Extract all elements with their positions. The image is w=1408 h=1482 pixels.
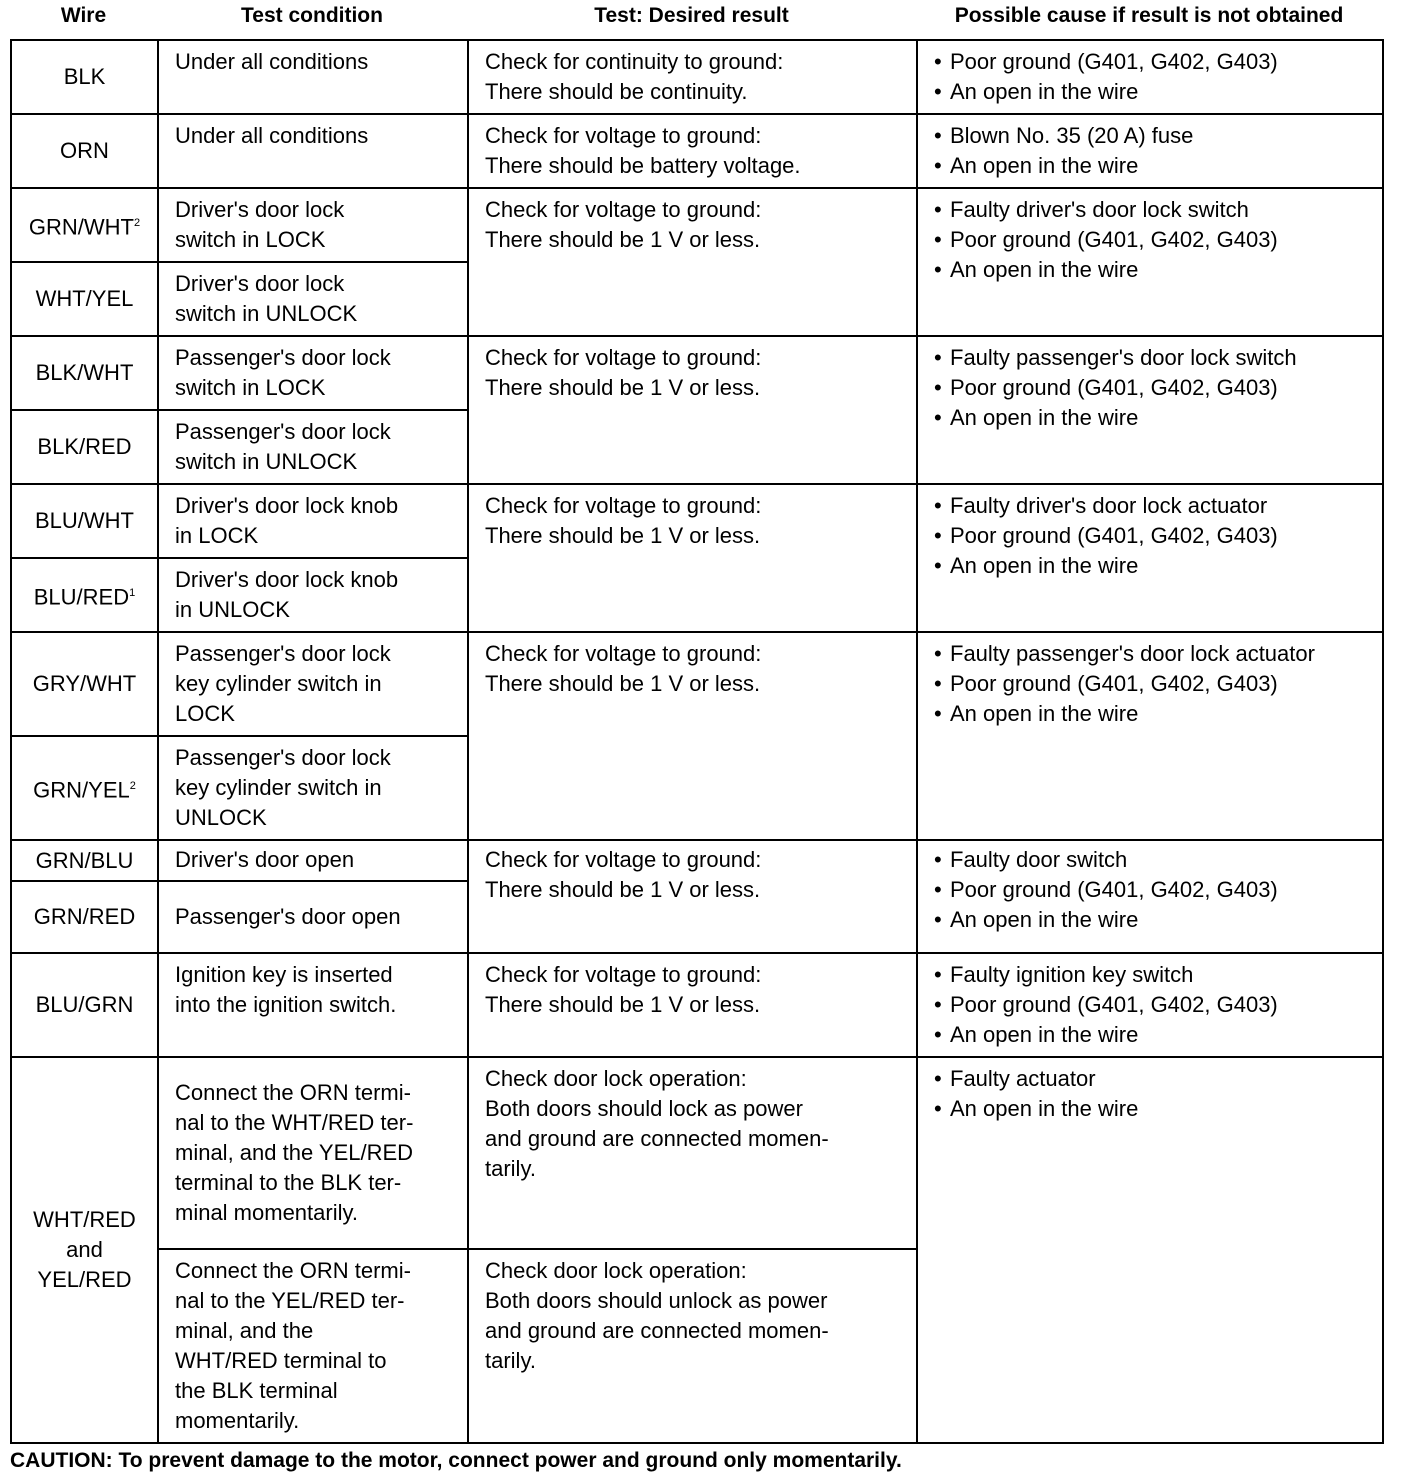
wire-label: BLK/RED <box>37 434 132 459</box>
condition-cell <box>158 336 468 410</box>
table-row <box>11 188 1383 262</box>
result-line: There should be 1 V or less. <box>485 877 761 902</box>
wire-cell <box>11 262 158 336</box>
cause-cell <box>917 953 1383 1057</box>
result-line: and ground are connected momen- <box>485 1126 829 1151</box>
table-row <box>11 1057 1383 1249</box>
cause-cell <box>917 188 1383 336</box>
result-cell <box>468 1249 917 1443</box>
cause-item: • An open in the wire <box>928 1094 1374 1124</box>
header-possible-cause: Possible cause if result is not obtained <box>954 4 1344 27</box>
cause-cell <box>917 632 1383 840</box>
wire-label: BLU/WHT <box>35 508 134 533</box>
condition-cell <box>158 40 468 114</box>
condition-line: minal momentarily. <box>175 1200 358 1225</box>
result-line: There should be 1 V or less. <box>485 523 761 548</box>
header-desired-result: Test: Desired result <box>594 4 789 27</box>
cause-cell <box>917 40 1383 114</box>
wire-cell <box>11 1057 158 1443</box>
cause-item: • An open in the wire <box>928 255 1374 285</box>
cause-cell <box>917 484 1383 632</box>
wire-label: BLK <box>63 64 106 89</box>
wire-cell <box>11 40 158 114</box>
cause-item: • Poor ground (G401, G402, G403) <box>928 990 1374 1020</box>
condition-line: key cylinder switch in <box>175 775 382 800</box>
condition-line: the BLK terminal <box>175 1378 338 1403</box>
wire-cell <box>11 410 158 484</box>
condition-line: WHT/RED terminal to <box>175 1348 387 1373</box>
wire-cell <box>11 840 158 881</box>
result-cell <box>468 953 917 1057</box>
footnote-mark: 2 <box>129 779 136 792</box>
wire-label: GRN/BLU <box>35 847 134 873</box>
result-cell <box>468 632 917 840</box>
condition-line: in LOCK <box>175 523 259 548</box>
wire-cell <box>11 558 158 632</box>
condition-cell <box>158 632 468 736</box>
condition-cell <box>158 558 468 632</box>
result-cell <box>468 336 917 484</box>
condition-cell <box>158 262 468 336</box>
condition-line: UNLOCK <box>175 805 267 830</box>
condition-line: switch in UNLOCK <box>175 301 358 326</box>
footnote-mark: 1 <box>129 586 136 599</box>
cause-item: • Faulty door switch <box>928 845 1374 875</box>
condition-cell <box>158 736 468 840</box>
caution-note: CAUTION: To prevent damage to the motor, connect power and ground only momentarily. <box>10 1449 902 1472</box>
condition-line: Passenger's door lock <box>175 745 391 770</box>
condition-line: Ignition key is inserted <box>175 962 393 987</box>
result-cell <box>468 1057 917 1249</box>
cause-item: • Faulty driver's door lock switch <box>928 195 1374 225</box>
wire-cell <box>11 736 158 840</box>
condition-line: terminal to the BLK ter- <box>175 1170 402 1195</box>
wire-label: WHT/YEL <box>35 286 134 311</box>
cause-item: • Poor ground (G401, G402, G403) <box>928 373 1374 403</box>
condition-line: Passenger's door lock <box>175 345 391 370</box>
cause-item: • Poor ground (G401, G402, G403) <box>928 875 1374 905</box>
cause-item: • Faulty ignition key switch <box>928 960 1374 990</box>
condition-line: Driver's door lock knob <box>175 493 399 518</box>
result-line: There should be 1 V or less. <box>485 992 761 1017</box>
table-row <box>11 632 1383 736</box>
wire-test-table <box>10 39 1384 1444</box>
condition-line: key cylinder switch in <box>175 671 382 696</box>
result-line: There should be 1 V or less. <box>485 671 761 696</box>
wire-label: GRY/WHT <box>32 671 137 696</box>
result-line: Check for continuity to ground: <box>485 49 784 74</box>
header-wire: Wire <box>60 4 107 27</box>
cause-item: • An open in the wire <box>928 905 1374 935</box>
condition-line: in UNLOCK <box>175 597 290 622</box>
wire-label: WHT/RED <box>33 1207 136 1232</box>
condition-line: momentarily. <box>175 1408 300 1433</box>
condition-cell <box>158 953 468 1057</box>
cause-item: • Poor ground (G401, G402, G403) <box>928 225 1374 255</box>
condition-cell <box>158 840 468 881</box>
condition-line: nal to the WHT/RED ter- <box>175 1110 414 1135</box>
wire-cell <box>11 632 158 736</box>
condition-line: Passenger's door lock <box>175 641 391 666</box>
wire-label: YEL/RED <box>37 1267 132 1292</box>
cause-item: • An open in the wire <box>928 403 1374 433</box>
footnote-mark: 2 <box>133 216 141 229</box>
table-row <box>11 840 1383 881</box>
wire-label: GRN/WHT <box>28 214 134 240</box>
result-line: tarily. <box>485 1348 536 1373</box>
cause-cell <box>917 336 1383 484</box>
result-cell <box>468 840 917 953</box>
table-row <box>11 40 1383 114</box>
cause-item: • Faulty passenger's door lock actuator <box>928 639 1374 669</box>
result-line: There should be continuity. <box>485 79 748 104</box>
condition-cell <box>158 484 468 558</box>
wire-cell <box>11 484 158 558</box>
condition-line: LOCK <box>175 701 235 726</box>
cause-item: • An open in the wire <box>928 699 1374 729</box>
condition-line: into the ignition switch. <box>175 992 397 1017</box>
condition-cell <box>158 410 468 484</box>
condition-line: Driver's door lock <box>175 271 345 296</box>
condition-line: minal, and the <box>175 1318 314 1343</box>
table-row <box>11 114 1383 188</box>
condition-line: switch in UNLOCK <box>175 449 358 474</box>
wire-label: GRN/RED <box>33 904 136 929</box>
result-line: Check door lock operation: <box>485 1066 747 1091</box>
header-test-condition: Test condition <box>241 4 383 27</box>
condition-line: Driver's door open <box>175 847 355 872</box>
cause-item: • Faulty actuator <box>928 1064 1374 1094</box>
result-line: tarily. <box>485 1156 536 1181</box>
cause-item: • Blown No. 35 (20 A) fuse <box>928 121 1374 151</box>
condition-line: Passenger's door lock <box>175 419 391 444</box>
wire-cell <box>11 188 158 262</box>
wire-cell <box>11 953 158 1057</box>
result-cell <box>468 188 917 336</box>
condition-line: Under all conditions <box>175 49 369 74</box>
condition-line: Passenger's door open <box>175 904 401 929</box>
result-line: Check for voltage to ground: <box>485 847 762 872</box>
condition-cell <box>158 188 468 262</box>
wire-label: BLK/WHT <box>35 360 134 385</box>
cause-item: • Poor ground (G401, G402, G403) <box>928 47 1374 77</box>
cause-item: • Poor ground (G401, G402, G403) <box>928 521 1374 551</box>
result-line: There should be 1 V or less. <box>485 375 761 400</box>
condition-cell <box>158 1249 468 1443</box>
result-line: Check for voltage to ground: <box>485 197 762 222</box>
result-cell <box>468 40 917 114</box>
condition-cell <box>158 114 468 188</box>
cause-cell <box>917 840 1383 953</box>
cause-item: • An open in the wire <box>928 551 1374 581</box>
wire-label: BLU/RED <box>33 584 130 610</box>
wire-label: ORN <box>60 138 109 163</box>
cause-cell <box>917 114 1383 188</box>
result-line: and ground are connected momen- <box>485 1318 829 1343</box>
cause-item: • Faulty driver's door lock actuator <box>928 491 1374 521</box>
cause-item: • An open in the wire <box>928 77 1374 107</box>
result-line: Check door lock operation: <box>485 1258 747 1283</box>
result-line: Check for voltage to ground: <box>485 345 762 370</box>
condition-line: Driver's door lock knob <box>175 567 399 592</box>
condition-line: minal, and the YEL/RED <box>175 1140 414 1165</box>
wire-cell <box>11 114 158 188</box>
wire-label: BLU/GRN <box>35 992 134 1017</box>
condition-line: nal to the YEL/RED ter- <box>175 1288 405 1313</box>
cause-item: • Poor ground (G401, G402, G403) <box>928 669 1374 699</box>
wire-cell <box>11 881 158 953</box>
cause-cell <box>917 1057 1383 1443</box>
result-line: Check for voltage to ground: <box>485 123 762 148</box>
condition-cell <box>158 881 468 953</box>
result-line: There should be 1 V or less. <box>485 227 761 252</box>
result-line: There should be battery voltage. <box>485 153 801 178</box>
result-cell <box>468 114 917 188</box>
table-row <box>11 953 1383 1057</box>
result-line: Check for voltage to ground: <box>485 493 762 518</box>
condition-line: switch in LOCK <box>175 227 326 252</box>
wire-label: and <box>66 1237 103 1262</box>
result-cell <box>468 484 917 632</box>
table-row <box>11 484 1383 558</box>
result-line: Both doors should lock as power <box>485 1096 803 1121</box>
wire-label: GRN/YEL <box>33 777 130 803</box>
cause-item: • Faulty passenger's door lock switch <box>928 343 1374 373</box>
condition-line: switch in LOCK <box>175 375 326 400</box>
condition-line: Connect the ORN termi- <box>175 1258 411 1283</box>
cause-item: • An open in the wire <box>928 151 1374 181</box>
wire-cell <box>11 336 158 410</box>
result-line: Check for voltage to ground: <box>485 962 762 987</box>
condition-line: Driver's door lock <box>175 197 345 222</box>
cause-item: • An open in the wire <box>928 1020 1374 1050</box>
condition-line: Under all conditions <box>175 123 369 148</box>
condition-line: Connect the ORN termi- <box>175 1080 411 1105</box>
result-line: Check for voltage to ground: <box>485 641 762 666</box>
table-row <box>11 336 1383 410</box>
condition-cell <box>158 1057 468 1249</box>
result-line: Both doors should unlock as power <box>485 1288 828 1313</box>
